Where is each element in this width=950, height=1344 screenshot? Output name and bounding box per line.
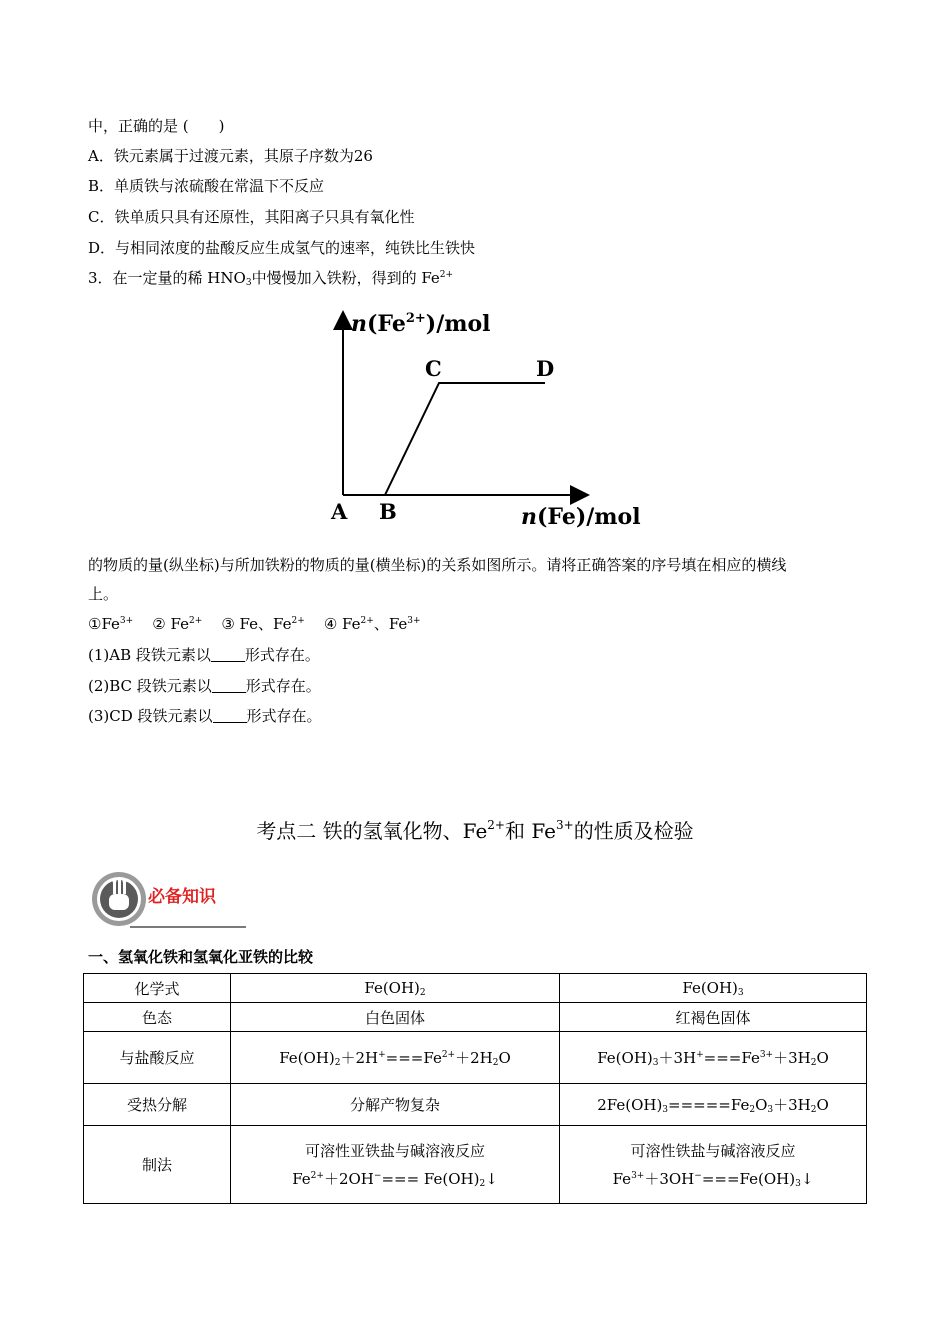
- table-cell: 白色固体: [231, 1003, 560, 1032]
- table-cell: 制法: [84, 1126, 231, 1204]
- q3-continuation: 的物质的量(纵坐标)与所加铁粉的物质的量(横坐标)的关系如图所示。请将正确答案的序号填在相应的横线: [88, 556, 787, 574]
- table-cell: 可溶性铁盐与碱溶液反应 $Fe^{3+}+3OH^-===Fe(OH)_3↓$: [560, 1126, 867, 1204]
- q3-sub1: (1)AB 段铁元素以 形式存在。: [88, 646, 320, 664]
- point-b: B: [379, 499, 397, 524]
- q2-option-a: A．铁元素属于过渡元素，其原子序数为26: [88, 147, 373, 165]
- q3-continuation-2: 上。: [88, 585, 119, 603]
- answer-blank-2[interactable]: [212, 678, 246, 693]
- q2-option-c: C．铁单质只具有还原性，其阳离子只具有氧化性: [88, 208, 415, 226]
- table-cell: 与盐酸反应: [84, 1032, 231, 1084]
- point-c: C: [425, 356, 442, 381]
- table-cell: 化学式: [84, 974, 231, 1003]
- table-row: [84, 1126, 867, 1204]
- table-cell: $Fe(OH)_2+2H^+===Fe^{2+}+2H_2O$: [231, 1032, 560, 1084]
- table-cell: $Fe(OH)_2$: [231, 974, 560, 1003]
- badge-label: 必备知识: [148, 887, 216, 907]
- q2-option-b: B．单质铁与浓硫酸在常温下不反应: [88, 177, 325, 195]
- table-cell: 分解产物复杂: [231, 1084, 560, 1126]
- x-axis-label: n(Fe)/mol: [521, 504, 641, 530]
- answer-blank-3[interactable]: [213, 708, 247, 723]
- table-cell: 色态: [84, 1003, 231, 1032]
- table-cell: 受热分解: [84, 1084, 231, 1126]
- section-title: 一、氢氧化铁和氢氧化亚铁的比较: [88, 948, 314, 966]
- answer-blank-1[interactable]: [211, 647, 245, 662]
- q3-sub3: (3)CD 段铁元素以 形式存在。: [88, 707, 322, 725]
- q2-option-d: D．与相同浓度的盐酸反应生成氢气的速率，纯铁比生铁快: [88, 239, 476, 257]
- q3-stem: 3．在一定量的稀 $HNO_3$中慢慢加入铁粉，得到的 $Fe^{2+}$: [88, 269, 454, 288]
- point-a: A: [331, 499, 348, 524]
- point-d: D: [536, 356, 555, 381]
- q2-stem-end: 中，正确的是 ( ): [88, 117, 225, 135]
- table-cell: 红褐色固体: [560, 1003, 867, 1032]
- comparison-table: [83, 973, 867, 1204]
- table-cell: 可溶性亚铁盐与碱溶液反应 $Fe^{2+}+2OH^-===$ $Fe(OH)_2↓$: [231, 1126, 560, 1204]
- table-cell: $2Fe(OH)_3=====Fe_2O_3+3H_2O$: [560, 1084, 867, 1126]
- table-row: [84, 974, 867, 1003]
- table-row: [84, 1084, 867, 1126]
- table-cell: $Fe(OH)_3$: [560, 974, 867, 1003]
- table-cell: $Fe(OH)_3+3H^+===Fe^{3+}+3H_2O$: [560, 1032, 867, 1084]
- topic-heading: 考点二 铁的氢氧化物、$Fe^{2+}$和 $Fe^{3+}$的性质及检验: [256, 818, 694, 843]
- fe-graph: [318, 306, 648, 536]
- q3-sub2: (2)BC 段铁元素以 形式存在。: [88, 677, 321, 695]
- y-axis-label: $n(Fe^{2+})$/mol: [351, 311, 491, 337]
- graph-curve: [385, 383, 545, 495]
- table-row: [84, 1032, 867, 1084]
- table-row: [84, 1003, 867, 1032]
- q3-options: $①Fe^{3+}$ ② $Fe^{2+}$ ③ Fe、$Fe^{2+}$ ④ $Fe^{2+}$、$Fe^{3+}$: [88, 615, 421, 633]
